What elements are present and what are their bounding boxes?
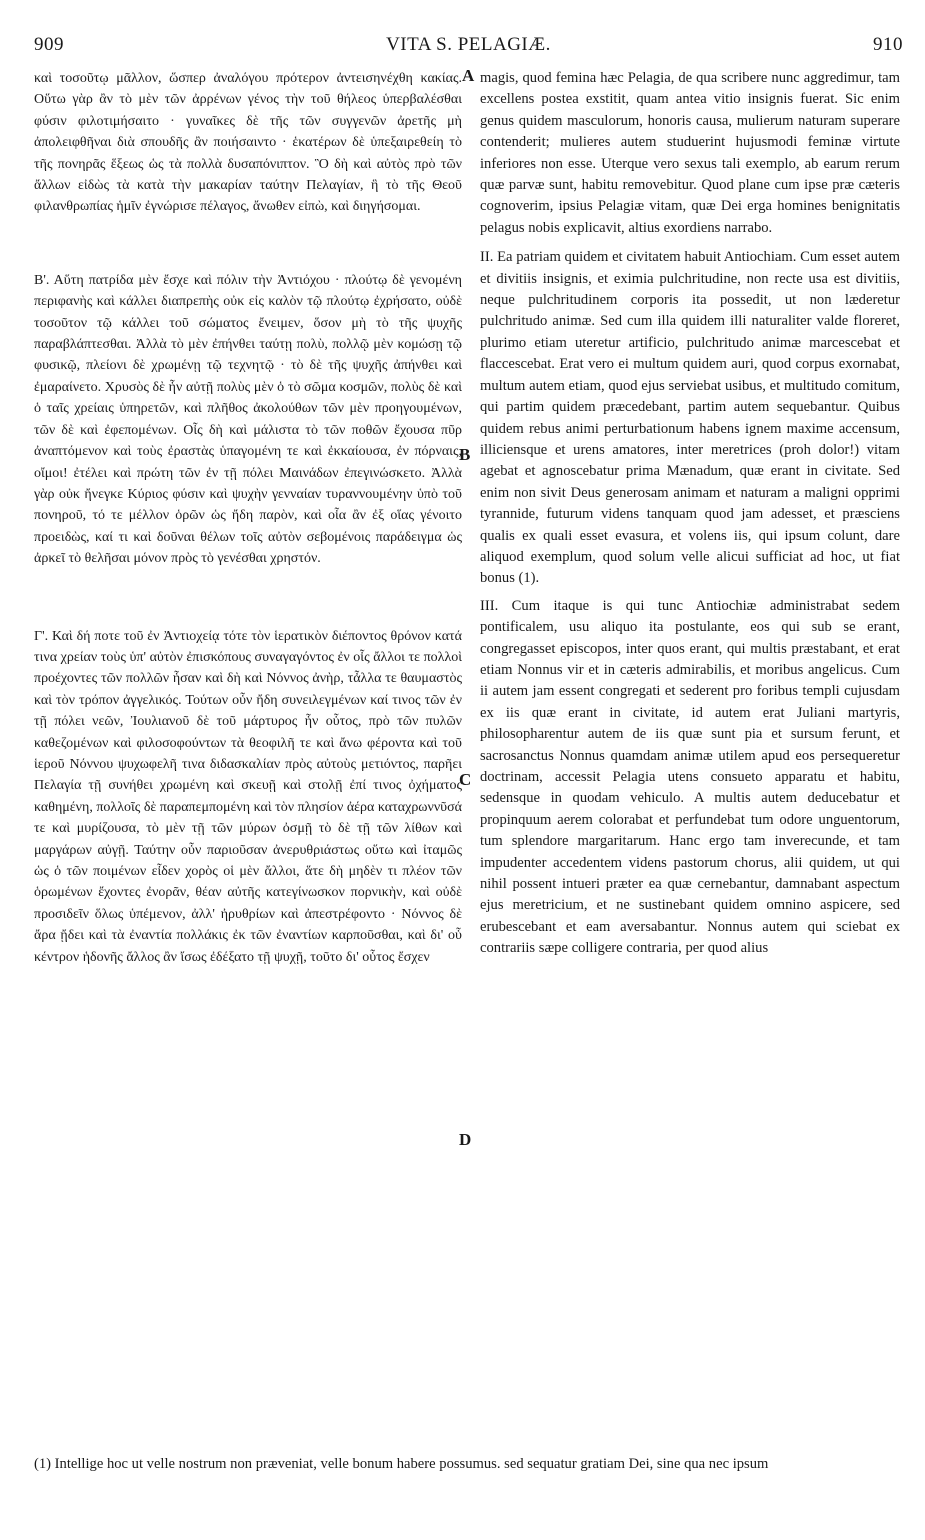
greek-column [34, 68, 462, 968]
footnote-continuation: sed sequatur gratiam Dei, sine qua nec ipsum [504, 1456, 769, 1472]
margin-letter-a: A [462, 66, 475, 85]
greek-paragraph-2: Β'. Αὕτη πατρίδα μὲν ἔσχε καὶ πόλιν τὴν Ἀντιόχου · πλούτῳ δὲ γενομένη περιφανὴς καὶ κάλλει διαπρεπὴς οὐκ εἰς καλὸν τῷ πλούτῳ ἐχρήσατο, οὐδὲ τοσοῦτον τῷ κάλλει τοῦ σώματος ἔνειμεν, ὅσον μὴ τὸ τῆς ψυχῆς παραβλάπτεσθαι. Ἀλλὰ τὸ μὲν ἐπήνθει ταύτῃ πολὺ, πολλῷ μὲν κομώσῃ τῷ φυσικῷ, πλείονι δὲ χρωμένῃ τῷ τεχνητῷ · τὸ δὲ τῆς ψυχῆς ἀπήνθει καὶ ἐμαραίνετο. Χρυσὸς δὲ ἦν αὐτῇ πολὺς μὲν ὁ τὸ σῶμα κοσμῶν, πολὺς δὲ καὶ ὁ ταῖς χρείαις ὑπηρετῶν, καὶ πλῆθος ἀκολούθων τῶν μὲν προηγουμένων, τῶν δὲ καὶ ἐφεπομένων. Οἷς δὴ καὶ μάλιστα τὸ τῶν ποθῶν ἔχουσα πῦρ ἀναπτόμενον καὶ τοὺς ἐραστὰς ὑπαγομένη τε καὶ ἐκκαίουσα, ἐν πόρναις, οἴμοι! ἐτέλει καὶ πρώτη τῶν ἐν τῇ πόλει Μαινάδων ἐπεγινώσκετο. Ἀλλὰ γὰρ οὐκ ἤνεγκε Κύριος φύσιν καὶ ψυχὴν γενναίαν τυραννουμένην ὑπὸ τοῦ πονηροῦ, τό τε μέλλον ὁρῶν ὡς ἤδη παρὸν, καὶ οἷα ἂν ἐξ οἵας γένοιτο προειδὼς, καί τι καὶ δοῦναι θέλων τοῖς αὐτὸν σεβομένοις παράδειγμα ὡς ἀρκεῖ τὸ θελῆσαι μόνον πρὸς τὸ γενέσθαι χρηστόν. [34, 272, 462, 567]
margin-letter-c: C [459, 770, 472, 789]
latin-column [480, 68, 900, 960]
footnote [34, 1455, 900, 1474]
page-header [34, 34, 903, 62]
running-title: VITA S. PELAGIÆ. [386, 34, 551, 55]
latin-paragraph-intro: magis, quod femina hæc Pelagia, de qua scribere nunc aggredimur, tam excellens postea exstitit, quam antea vitio insignis fuerat. Sic enim genus quidem masculorum, honoris causa, mulierum naturam superare contenderit; mulieres autem studuerint hujusmodi feminæ virtute inferiores non esse. Uterque vero sexus tali exemplo, ab earum rerum quæ parvæ sunt, habitu removebitur. Quod plane cum ipse præ cæteris cognoverim, ipsius Pelagiæ vitam, quæ Dei erga homines benignitatis pelagus nobis explicavit, altius exordiens narrabo. [480, 70, 900, 236]
footnote-text: (1) Intellige hoc ut velle nostrum non præveniat, velle bonum habere possumus. [34, 1456, 501, 1472]
latin-paragraph-2: II. Ea patriam quidem et civitatem habuit Antiochiam. Cum esset autem et divitiis insignis, et eximia pulchritudine, non recte usa est divitiis, neque pulchritudinem corporis ita possedit, ut non læderetur pulchritudo animæ. Sed cum illa quidem illi naturaliter valde floreret, plurimo etiam uteretur artificio, pulchritudo animæ marcescebat et flaccescebat. Erat vero ei multum quidem auri, quod corpus exornabat, multum autem etiam, quod ejus serviebat usibus, et multitudo comitum, qui partim quidem præcedebant, partim autem sequebantur. Quibus quidem rebus animi perturbationum habens ignem maxime accensum, illiciensque et urens amatores, inter meretrices (proh dolor!) vitam agebat et agnoscebatur prima Mænadum, quæ erant in civitate. Sed enim non sivit Deus generosam animam et naturam a maligni opprimi tyrannide, futurum videns tanquam quod jam adesset, et præsciens qualis ex quali esset evasura, et volens iis, qui ipsum colunt, dare aliquod exemplum, quod solum velle alicui sufficiat ad hoc, ut fiat bonus (1). [480, 249, 900, 587]
greek-paragraph-3: Γ'. Καὶ δή ποτε τοῦ ἐν Ἀντιοχείᾳ τότε τὸν ἱερατικὸν διέποντος θρόνον κατά τινα χρείαν τοὺς ὑπ' αὐτὸν ἐπισκόπους συναγαγόντος ἐν οἷς ἄλλοι τε πολλοὶ προέχοντες τῶν πολλῶν ἦσαν καὶ δὴ καὶ Νόννος ἀνὴρ, τἆλλα τε θαυμαστὸς καὶ τὸν τρόπον ἀγγελικός. Τούτων οὖν ἤδη συνειλεγμένων καί τινος τῶν ἐν τῇ πόλει νεῶν, Ἰουλιανοῦ δὲ τοῦ μάρτυρος ἦν οὗτος, πρὸ τῶν πυλῶν καθεζομένων καὶ φιλοσοφούντων τὰ θεοφιλῆ τε καὶ ἄνω φέροντα καὶ τοῦ ἱεροῦ Νόννου ψυχωφελῆ τινα διδασκαλίαν πρὸς αὐτοὺς μετιόντος, παρῆει Πελαγία τῇ συνήθει χρωμένη καὶ σκευῇ καὶ στολῇ ἐπί τινος ὀχήματος καθημένη, πολλοῖς δὲ παραπεμπομένη καὶ τὸν πλησίον ἀέρα καταχρωννῦσά τε καὶ μυρίζουσα, τὸ μὲν τῇ τῶν μύρων ὀσμῇ τὸ δὲ τῇ τῶν λίθων καὶ μαργάρων αὐγῇ. Ταύτην οὖν παριοῦσαν ἀνερυθριάστως οὕτω καὶ ἰταμῶς ὡς ὁ τῶν ποιμένων εἶδεν χορὸς οἱ μὲν ἄλλοι, ἅτε δὴ μηδὲν τι πλέον τῶν ὁρωμένων ἔχοντες ἐνορᾶν, θέαν αὐτῆς κατεγίνωσκον πορνικὴν, καὶ οὐδὲ προσιδεῖν ὅλως ὑπέμενον, ἀλλ' ἠρυθρίων καὶ ἀπεστρέφοντο · Νόννος δὲ ἄρα ᾔδει καὶ τὰ ἐναντία πολλάκις ἐκ τῶν ἐναντίων καρποῦσθαι, καὶ δι' οὗ κέντρον ἡδονῆς ἄλλος ἂν ἴσως ἐδέξατο τῇ ψυχῇ, τοῦτο δι' οὗτος ἔσχεν [34, 628, 462, 965]
latin-paragraph-3: III. Cum itaque is qui tunc Antiochiæ administrabat sedem pontificalem, usu aliquo ita postulante, eos qui sub se erant, congregasset episcopos, inter quos erant, qui multis præstabant, et erat etiam Nonnus vir et in cæteris admirabilis, et moribus angelicus. Cum ii autem jam essent congregati et sederent pro foribus templi cujusdam ex iis quæ erant in civitate, id autem erat Juliani martyris, philosopharentur autem de iis quæ sunt pia et sursum ferunt, et sacrosanctus Nonnus quamdam animæ utilem apud eos persequeretur doctrinam, accessit Pelagia utens consueto apparatu et habitu, sedensque in quodam vehiculo. A multis autem deducebatur et propinquum aerem colorabat et perfundebat tum odore unguentorum, tum splendore margaritarum. Hanc ergo tam inverecunde, et tam impudenter accedentem videns pastorum chorus, alii quidem, ut qui nihil possent intueri præter ea quæ cernebantur, damnabant aspectum ejus meretricium, et ne sustinebant quidem omnino aspicere, sed erubescebant et eam aversabantur. Nonnus autem qui sciebat ex contrariis sæpe colligere contraria, per quod alius [480, 597, 900, 957]
margin-letter-b: B [459, 445, 471, 464]
margin-letter-d: D [459, 1130, 472, 1149]
page-number-left: 909 [34, 34, 64, 55]
page-number-right: 910 [873, 34, 903, 55]
greek-paragraph-intro: καὶ τοσοῦτῳ μᾶλλον, ὥσπερ ἀναλόγου πρότερον ἀντεισηνέχθη κακίας. Οὕτω γὰρ ἂν τὸ μὲν τῶν ἀρρένων γένος τὴν τοῦ θήλεος ὑπερβαλέσθαι φύσιν φιλοτιμήσαιτο · γυναῖκες δὲ τῆς τῶν συγγενῶν ἀρετῆς μὴ ἀπολειφθῆναι διὰ σπουδῆς ἂν ποιήσαιντο · ἑκατέρων δὲ ὑπεξαιρεθείη τὸ τῆς πονηρᾶς ἕξεως ὡς τὰ πολλὰ δυσαπόνιπτον. Ὃ δὴ καὶ αὐτὸς πρὸ τῶν ἄλλων εἰδὼς τὰ κατὰ τὴν μακαρίαν ταύτην Πελαγίαν, ἣ τὸ τῆς Θεοῦ φιλανθρωπίας ἡμῖν ἐγνώρισε πέλαγος, ἄνωθεν εἰπὼ, καὶ διηγήσομαι. [34, 71, 462, 215]
